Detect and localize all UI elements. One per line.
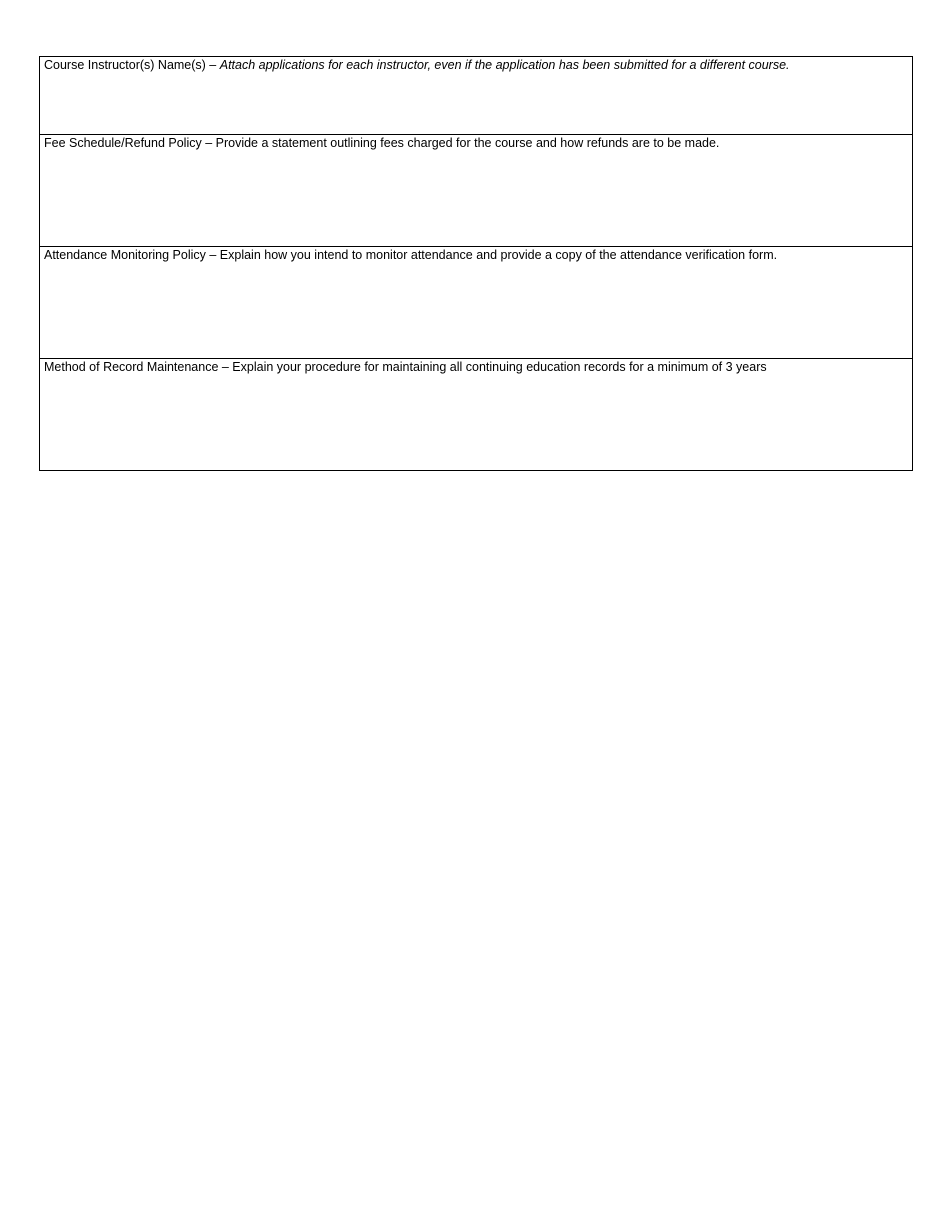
fee-schedule-field[interactable] bbox=[40, 135, 913, 247]
course-instructor-label: Course Instructor(s) Name(s) – bbox=[44, 58, 220, 72]
fee-schedule-row bbox=[40, 135, 913, 247]
course-instructor-instruction: Attach applications for each instructor, even if the application has been submitted for a different course. bbox=[219, 58, 790, 72]
fee-schedule-label: Fee Schedule/Refund Policy – Provide a statement outlining fees charged for the course and how refunds are to be made. bbox=[44, 136, 720, 150]
course-instructor-row bbox=[40, 57, 913, 135]
record-maintenance-row bbox=[40, 359, 913, 471]
record-maintenance-field[interactable] bbox=[40, 359, 913, 471]
attendance-monitoring-field[interactable] bbox=[40, 247, 913, 359]
attendance-monitoring-row bbox=[40, 247, 913, 359]
record-maintenance-label: Method of Record Maintenance – Explain your procedure for maintaining all continuing education records for a minimum of 3 years bbox=[44, 360, 767, 374]
application-form-table bbox=[39, 56, 913, 471]
attendance-monitoring-label: Attendance Monitoring Policy – Explain how you intend to monitor attendance and provide a copy of the attendance verification form. bbox=[44, 248, 778, 262]
course-instructor-field[interactable] bbox=[40, 57, 913, 135]
